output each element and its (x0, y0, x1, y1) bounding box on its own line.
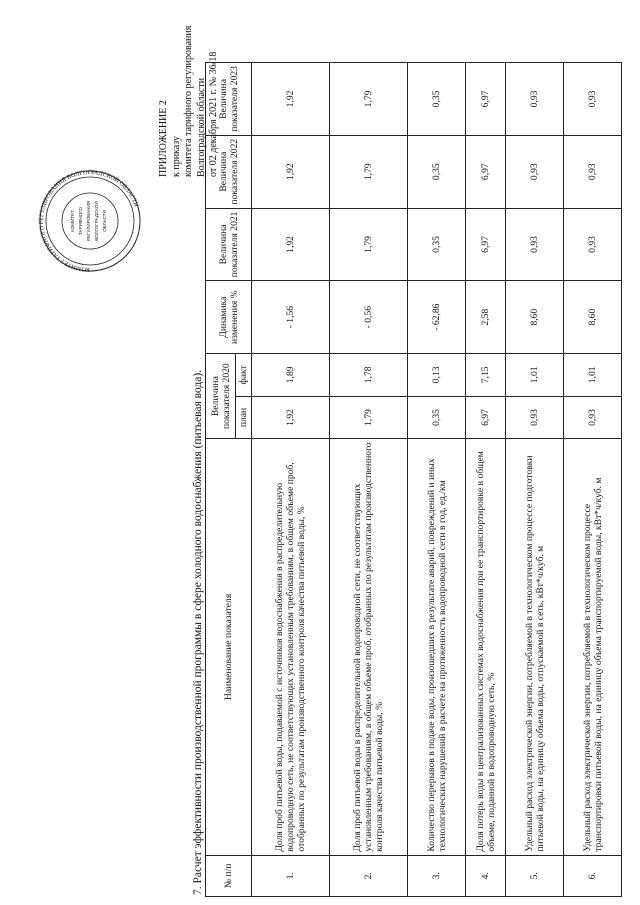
indicator-name: Доля проб питьевой воды, подаваемой с источников водоснабжения в распределительную водопроводную сеть, не соответствующих установленным требованиям, в общем объеме проб, отобранных по результатам производственного контроля качества питьевой воды, % (252, 439, 330, 855)
value-plan: 1,92 (252, 396, 330, 439)
value-2022: 0,35 (408, 135, 466, 208)
seal-line-1: КОМИТЕТ (70, 209, 75, 233)
seal-line-5: ОБЛАСТИ (102, 210, 107, 232)
value-dynamics: - 62,86 (408, 281, 466, 354)
value-plan: 0,93 (506, 396, 564, 439)
appendix-label: ПРИЛОЖЕНИЕ 2 (158, 100, 169, 177)
value-2023: 6,97 (466, 63, 506, 136)
value-fact: 0,13 (408, 354, 466, 397)
value-2021: 0,35 (408, 208, 466, 281)
section-title: 7. Расчет эффективности производственной программы в сфере холодного водоснабжения (питьевая вода). (192, 369, 204, 895)
header-name: Наименование показателя (206, 439, 252, 855)
header-2021: Величина показателя 2021 (206, 208, 252, 281)
official-seal (38, 168, 143, 273)
row-number: 5. (506, 855, 564, 896)
value-2023: 1,79 (330, 63, 408, 136)
committee-name: комитета тарифного регулирования (183, 25, 194, 177)
value-2022: 0,93 (564, 135, 622, 208)
indicator-name: Удельный расход электрической энергии, потребляемой в технологическом процессе транспортировки питьевой воды, на единицу объема транспортируемой воды, кВт*ч/куб. м (564, 439, 622, 855)
value-2022: 0,93 (506, 135, 564, 208)
value-2022: 1,79 (330, 135, 408, 208)
row-number: 6. (564, 855, 622, 896)
value-2023: 0,93 (564, 63, 622, 136)
indicator-name: Доля потерь воды в централизованных системах водоснабжения при ее транспортировке в общем объеме, поданной в водопроводную сеть, % (466, 439, 506, 855)
row-number: 3. (408, 855, 466, 896)
value-dynamics: 8,60 (506, 281, 564, 354)
indicator-name: Количество перерывов в подаче воды, произошедших в результате аварий, повреждений и иных технологических нарушений в расчете на протяженность водопроводной сети в год, ед./км (408, 439, 466, 855)
value-dynamics: 8,60 (564, 281, 622, 354)
value-2021: 0,93 (506, 208, 564, 281)
value-2022: 1,92 (252, 135, 330, 208)
indicator-name: Удельный расход электрической энергии, потребляемой в технологическом процессе подготовки питьевой воды, на единицу объема воды, отпускаемой в сеть, кВт*ч/куб. м (506, 439, 564, 855)
header-dynamics: Динамика изменения % (206, 281, 252, 354)
row-number: 4. (466, 855, 506, 896)
header-2023: Величина показателя 2023 (206, 63, 252, 136)
row-number: 1. (252, 855, 330, 896)
value-2021: 6,97 (466, 208, 506, 281)
table-row (330, 63, 408, 897)
value-fact: 1,01 (506, 354, 564, 397)
value-2023: 0,93 (506, 63, 564, 136)
table-row (466, 63, 506, 897)
value-fact: 1,89 (252, 354, 330, 397)
value-2021: 1,79 (330, 208, 408, 281)
header-num: № п/п (206, 855, 252, 896)
seal-line-4: ВОЛГОГРАДСКОЙ (94, 201, 99, 241)
value-2021: 1,92 (252, 208, 330, 281)
value-2022: 6,97 (466, 135, 506, 208)
row-number: 2. (330, 855, 408, 896)
order-date-number: от 02 декабря 2021 г. № 36/18 (208, 51, 219, 177)
seal-ring-text: КОМИТЕТ ТАРИФНОГО РЕГУЛИРОВАНИЯ ВОЛГОГРАДСКОЙ ОБЛАСТИ (38, 168, 140, 273)
seal-line-2: ТАРИФНОГО (78, 206, 83, 236)
value-fact: 7,15 (466, 354, 506, 397)
indicator-name: Доля проб питьевой воды в распределительной водопроводной сети, не соответствующих установленным требованиям, в общем объеме проб, отобранных по результатам производственного контроля качества питьевой воды, % (330, 439, 408, 855)
table-row (564, 63, 622, 897)
value-2021: 0,93 (564, 208, 622, 281)
header-fact: факт (236, 354, 252, 397)
value-plan: 0,93 (564, 396, 622, 439)
value-dynamics: - 0,56 (330, 281, 408, 354)
region-name: Волгоградской области (195, 77, 207, 177)
value-plan: 6,97 (466, 396, 506, 439)
table-row (252, 63, 330, 897)
value-fact: 1,78 (330, 354, 408, 397)
order-ref: к приказу (170, 136, 182, 177)
table-row (506, 63, 564, 897)
value-plan: 0,35 (408, 396, 466, 439)
seal-line-3: РЕГУЛИРОВАНИЯ (86, 200, 91, 242)
value-2023: 0,35 (408, 63, 466, 136)
table-row (408, 63, 466, 897)
header-plan: план (236, 396, 252, 439)
value-fact: 1,01 (564, 354, 622, 397)
value-dynamics: 2,58 (466, 281, 506, 354)
value-dynamics: - 1,56 (252, 281, 330, 354)
efficiency-table (205, 62, 622, 897)
value-2023: 1,92 (252, 63, 330, 136)
header-2020: Величина показателя 2020 (206, 354, 236, 439)
header-2022: Величина показателя 2022 (206, 135, 252, 208)
value-plan: 1,79 (330, 396, 408, 439)
